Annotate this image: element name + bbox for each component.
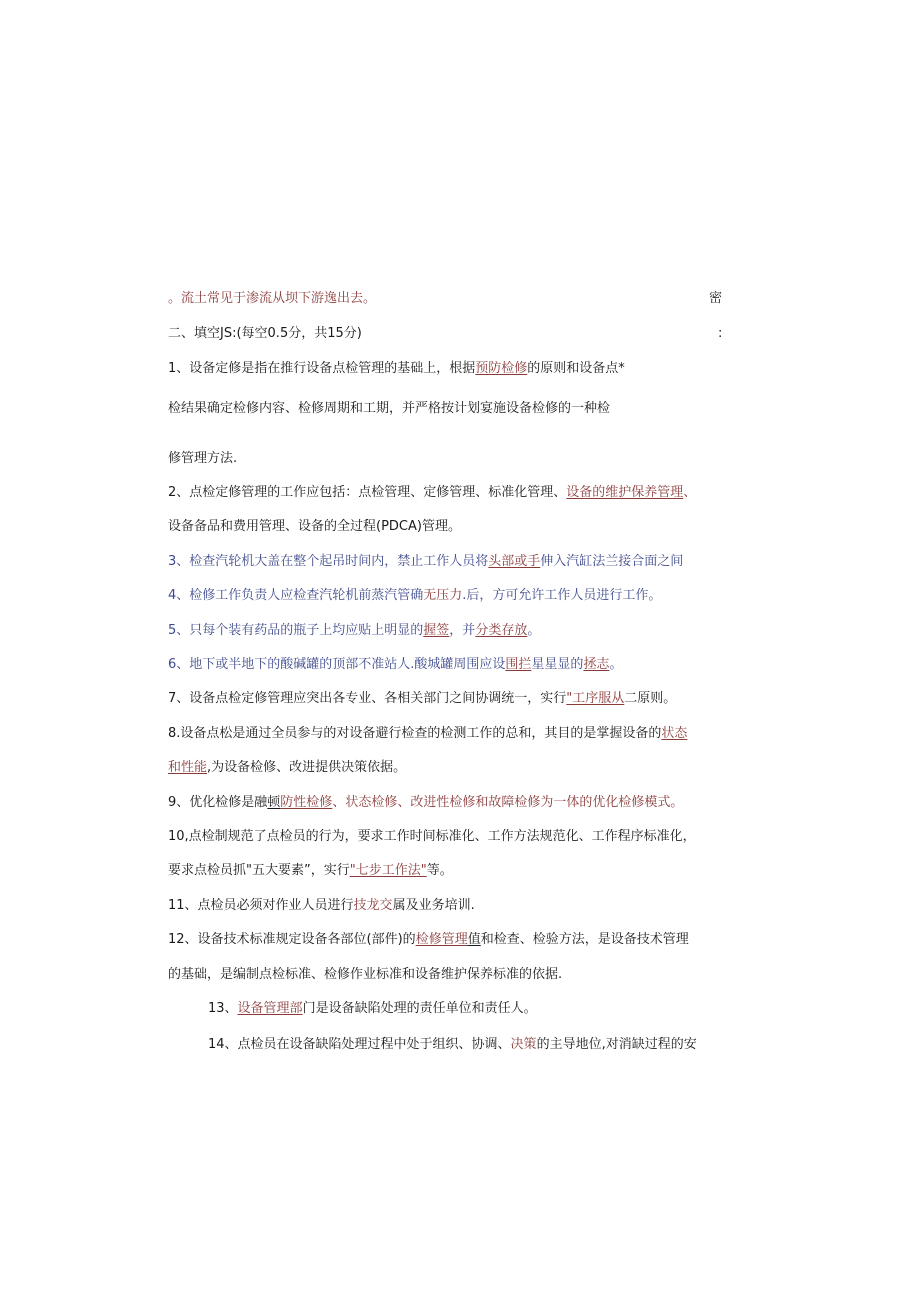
item-10-line-2: 要求点检员抓"五大要素”，实行"七步工作法"等。	[168, 863, 453, 878]
margin-mark-2: :	[718, 326, 723, 341]
line-intro: 。流土常见于渗流从坝下游逸出去。	[168, 291, 377, 306]
answer-preventive-maintenance: 预防检修	[475, 361, 528, 376]
answer-equipment-management-dept: 设备管理部	[237, 1001, 303, 1016]
answer-decision: 决策	[510, 1037, 537, 1052]
answer-seven-steps: "七步工作法"	[349, 863, 427, 878]
item-8-line-2: 和性能,为设备检修、改进提供决策依据。	[168, 760, 407, 775]
margin-mark: 密	[709, 291, 723, 306]
item-6: 6、地下或半地下的酸碱罐的顶部不准站人.酸城罐周围应设围拦星星显的拯志。	[168, 657, 623, 672]
item-1-line-1: 1、设备定修是指在推行设备点检管理的基础上，根据预防检修的原则和设备点*	[168, 361, 625, 376]
answer-technical-briefing: 技龙交	[353, 898, 393, 913]
section-heading: 二、填空JS:(每空0.5分，共15分)	[168, 326, 362, 341]
item-8-line-1: 8.设备点松是通过全员参与的对设备避行检查的检测工作的总和，其目的是掌握设备的状态	[168, 726, 688, 741]
item-2-line-1: 2、点检定修管理的工作应包括：点检管理、定修管理、标准化管理、设备的维护保养管理、	[168, 485, 697, 500]
answer-sorted-storage: 分类存放	[475, 623, 528, 638]
item-13: 13、设备管理部门是设备缺陷处理的责任单位和责任人。	[208, 1001, 537, 1016]
answer-fence: 围拦	[505, 657, 532, 672]
answer-label: 握签	[423, 623, 450, 638]
answer-maintenance-management: 检修管理	[415, 932, 468, 947]
answer-sign: 拯志	[583, 657, 610, 672]
item-12-line-2: 的基础，是编制点检标准、检修作业标准和设备维护保养标准的依据.	[168, 967, 563, 982]
answer-preventive-repair: 防性检修	[280, 795, 333, 810]
answer-equipment-maintenance: 设备的维护保养管理	[566, 485, 684, 500]
item-5: 5、只每个装有药品的瓶子上均应贴上明显的握签，并分类存放。	[168, 623, 541, 638]
item-9: 9、优化检修是融顿防性检修、状态检修、改进性检修和故障检修为一体的优化检修模式。	[168, 795, 684, 810]
item-7: 7、设备点检定修管理应突出各专业、各相关部门之间协调统一，实行"工序服从二原则。	[168, 691, 677, 706]
answer-process-obey: "工序服从	[566, 691, 625, 706]
item-1-line-2: 检结果确定检修内容、检修周期和工期，并严格按计划宴施设备检修的一种检	[168, 401, 611, 416]
answer-head-or-hand: 头部或手	[488, 554, 541, 569]
item-1-line-3: 修管理方法.	[168, 451, 238, 466]
item-10-line-1: 10,点检制规范了点检员的行为，要求工作时间标准化、工作方法规范化、工作程序标准化，	[168, 829, 696, 844]
item-11: 11、点检员必须对作业人员进行技龙交属及业务培训.	[168, 898, 475, 913]
answer-performance: 和性能	[168, 760, 208, 775]
item-14: 14、点检员在设备缺陷处理过程中处于组织、协调、决策的主导地位,对消缺过程的安	[208, 1037, 697, 1052]
item-12-line-1: 12、设备技术标准规定设备各部位(部件)的检修管理值和检查、检验方法，是设备技术管理	[168, 932, 689, 947]
item-3: 3、检查汽轮机大盖在整个起吊时间内，禁止工作人员将头部或手伸入汽缸法兰接合面之间	[168, 554, 684, 569]
item-2-line-2: 设备备品和费用管理、设备的全过程(PDCA)管理。	[168, 519, 461, 534]
answer-no-pressure: 无压力	[423, 588, 463, 603]
answer-status: 状态	[661, 726, 688, 741]
item-4: 4、检修工作负责人应检查汽轮机前蒸汽管确无压力.后，方可允许工作人员进行工作。	[168, 588, 662, 603]
